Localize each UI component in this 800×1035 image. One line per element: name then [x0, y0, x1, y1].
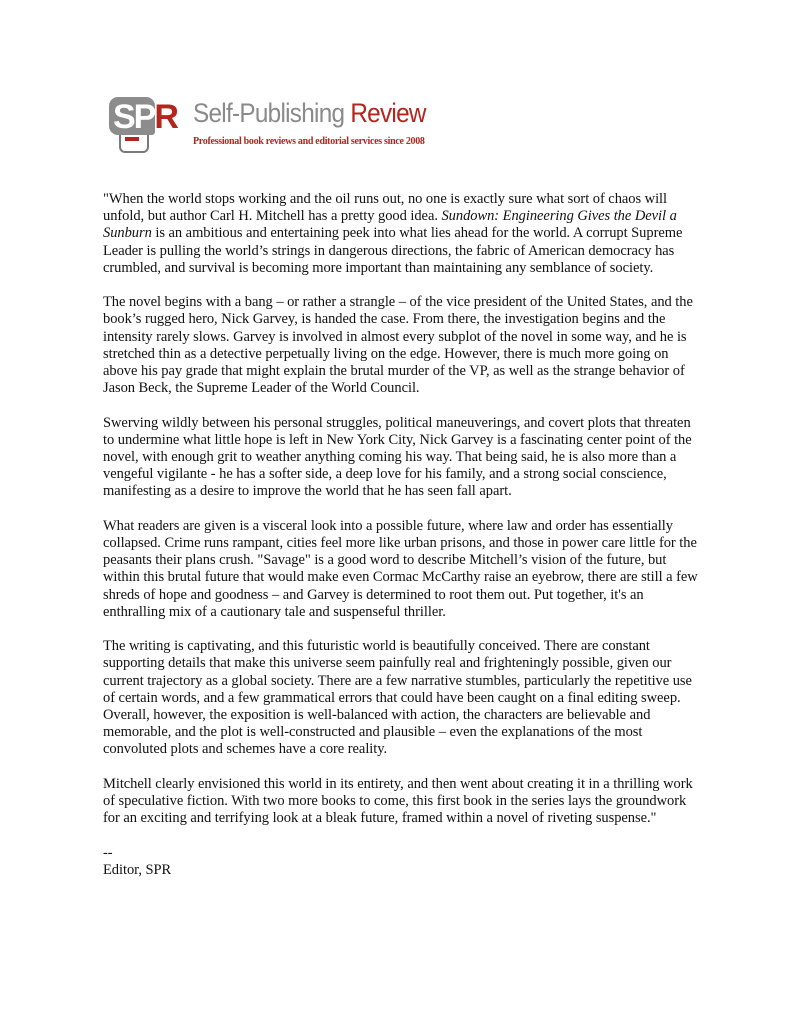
review-paragraph-3: Swerving wildly between his personal struggles, political maneuverings, and covert plots that threaten to undermine what little hope is left in New York City, Nick Garvey is a fascinating center point of the novel, with enough grit to weather anything coming his way. That being said, he is also more than a vengeful vigilante - he has a softer side, a deep love for his family, and a strong social conscience, manifesting as a desire to improve the world that he has seen fall apart. — [103, 414, 692, 500]
paragraph-1-intro: "When the world stops working and the oil runs out, no one is exactly sure what sort of chaos will unfold, but author Carl H. Mitchell has a pretty good idea. — [103, 191, 667, 225]
logo-letter-r: R — [154, 98, 177, 136]
spr-logo-mark — [109, 97, 187, 153]
review-paragraph-4: What readers are given is a visceral look into a possible future, where law and order has essentially collapsed. Crime runs rampant, cities feel more like urban prisons, and those in power care little for the peasants their plans crush. "Savage" is a good word to describe Mitchell’s vision of the future, but within this brutal future that would make even Cormac McCarthy raise an eyebrow, there are still a few shreds of hope and goodness – and Garvey is determined to root them out. Put together, it's an enthralling mix of a cautionary tale and suspenseful thriller. — [103, 517, 698, 620]
review-paragraph-2: The novel begins with a bang – or rather a strangle – of the vice president of the United States, and the book’s rugged hero, Nick Garvey, is handed the case. From there, the investigation begins and the intensity rarely slows. Garvey is involved in almost every subplot of the novel in some way, and he is stretched thin as a detective perpetually living on the edge. However, there is much more going on above his pay grade that might explain the brutal murder of the VP, as well as the strange behavior of Jason Beck, the Supreme Leader of the World Council. — [103, 294, 693, 397]
review-paragraph-1 — [103, 191, 703, 277]
logo-wordmark-self-publishing: Self-Publishing — [193, 98, 351, 128]
review-paragraph-6: Mitchell clearly envisioned this world in its entirety, and then went about creating it in a thrilling work of speculative fiction. With two more books to come, this first book in the series lays the groundwork for an exciting and terrifying look at a bleak future, framed within a novel of riveting suspense." — [103, 775, 693, 827]
paragraph-1-rest: is an ambitious and entertaining peek into what lies ahead for the world. A corrupt Supreme Leader is pulling the world’s strings in dangerous directions, the fabric of American democracy has crumbled, and survival is becoming more important than maintaining any semblance of society. — [103, 225, 683, 276]
book-title: Sundown: Engineering Gives the Devil a Sunburn — [103, 208, 677, 242]
logo-letters-sp: SP — [113, 98, 155, 136]
logo-wordmark — [193, 97, 426, 129]
book-ribbon-icon — [125, 137, 139, 141]
review-paragraph-5: The writing is captivating, and this futuristic world is beautifully conceived. There are constant supporting details that make this universe seem painfully real and frighteningly possible, given our current trajectory as a global society. There are a few narrative stumbles, particularly the repetitive use of certain words, and a few grammatical errors that could have been caught on a final editing sweep. Overall, however, the exposition is well-balanced with action, the characters are believable and memorable, and the plot is well-constructed and plausible – even the explanations of the most convoluted plots and schemes have a core reality. — [103, 638, 692, 758]
review-body — [103, 191, 703, 879]
spr-logo — [109, 93, 429, 155]
logo-tagline: Professional book reviews and editorial services since 2008 — [193, 136, 425, 147]
signature: Editor, SPR — [103, 861, 172, 878]
logo-wordmark-review: Review — [350, 98, 426, 128]
logo-letters — [113, 97, 177, 137]
signature-dash: -- — [103, 844, 113, 861]
